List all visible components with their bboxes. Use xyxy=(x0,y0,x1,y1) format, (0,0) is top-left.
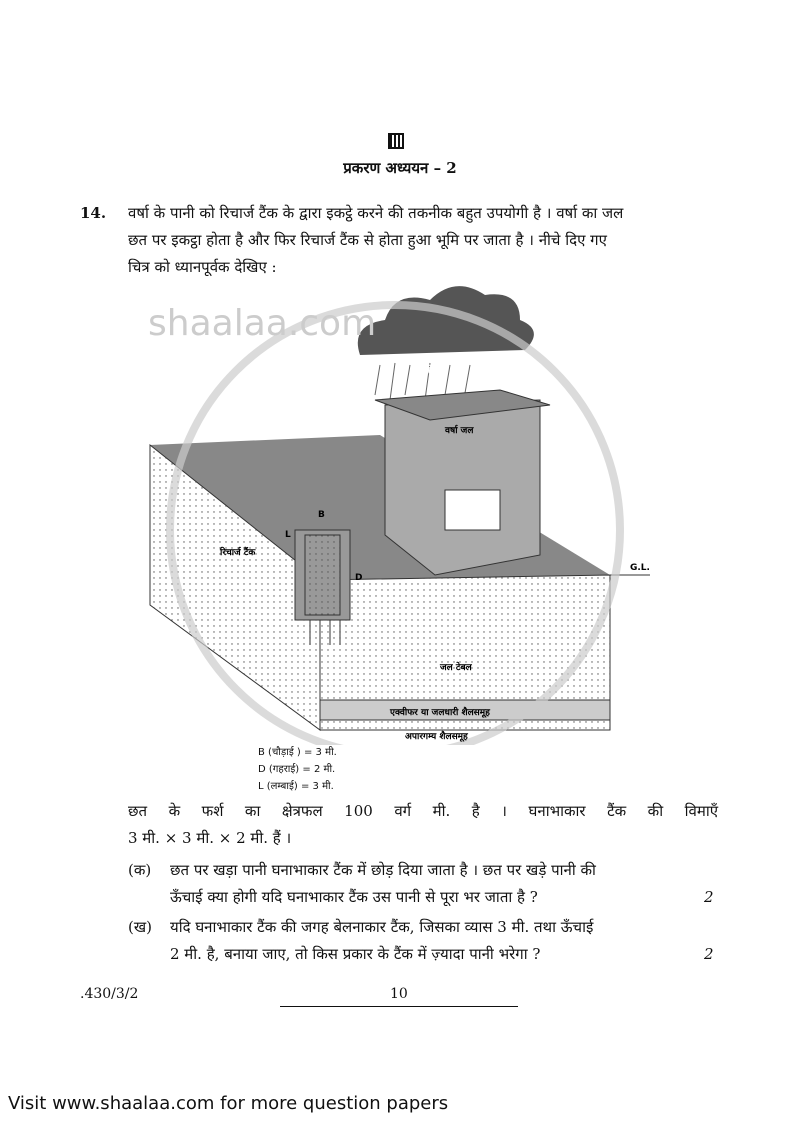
part-line: ऊँचाई क्या होगी यदि घनाभाकार टैंक उस पानी से पूरा भर जाता है ? xyxy=(170,888,538,906)
label-d: D xyxy=(355,573,363,583)
footer-rule xyxy=(280,1006,518,1007)
watermark-text: shaalaa.com xyxy=(148,303,377,344)
statement-line: छत के फर्श का क्षेत्रफल 100 वर्ग मी. है । घनाभाकार टैंक की विमाएँ xyxy=(128,802,718,820)
section-heading: प्रकरण अध्ययन – 2 xyxy=(343,159,457,177)
label-gl: G.L. xyxy=(630,563,650,573)
statement xyxy=(128,798,718,852)
part-a-marks: 2 xyxy=(704,888,714,906)
rainwater-harvesting-diagram xyxy=(140,275,660,745)
part-line: 2 मी. है, बनाया जाए, तो किस प्रकार के टैंक में ज़्यादा पानी भरेगा ? xyxy=(170,945,541,963)
intro-line: छत पर इकट्ठा होता है और फिर रिचार्ज टैंक से होता हुआ भूमि पर जाता है । नीचे दिए गए xyxy=(128,231,607,249)
label-l: L xyxy=(285,530,291,540)
part-line: यदि घनाभाकार टैंक की जगह बेलनाकार टैंक, जिसका व्यास 3 मी. तथा ऊँचाई xyxy=(170,918,594,936)
part-line: छत पर खड़ा पानी घनाभाकार टैंक में छोड़ दिया जाता है । छत पर खड़े पानी की xyxy=(170,861,596,879)
shaalaa-link[interactable]: Visit www.shaalaa.com for more question papers xyxy=(8,1093,449,1114)
label-recharge-tank: रिचार्ज टैंक xyxy=(220,548,256,558)
part-a-label: (क) xyxy=(128,861,152,879)
question-intro xyxy=(128,200,718,281)
qr-code-icon xyxy=(388,133,404,149)
statement-line: 3 मी. × 3 मी. × 2 मी. हैं । xyxy=(128,829,292,847)
tank-filter xyxy=(305,535,340,615)
dim-d: D (गहराई) = 2 मी. xyxy=(258,764,336,775)
intro-line: वर्षा के पानी को रिचार्ज टैंक के द्वारा इकट्ठे करने की तकनीक बहुत उपयोगी है । वर्षा का जल xyxy=(128,204,624,222)
part-b-text xyxy=(170,914,695,968)
label-water-table: जल टेबल xyxy=(440,663,472,673)
part-b-marks: 2 xyxy=(704,945,714,963)
question-number: 14. xyxy=(80,204,107,222)
dim-b: B (चौड़ाई ) = 3 मी. xyxy=(258,747,337,758)
label-rain: वर्षण xyxy=(420,366,437,376)
dimension-legend xyxy=(258,744,337,795)
part-b-label: (ख) xyxy=(128,918,152,936)
page-number: 10 xyxy=(390,986,408,1002)
paper-code: .430/3/2 xyxy=(80,986,139,1002)
house-window xyxy=(445,490,500,530)
cloud-icon xyxy=(358,286,534,355)
label-b: B xyxy=(318,510,325,520)
label-impermeable: अपारगम्य शैलसमूह xyxy=(405,732,468,742)
label-aquifer: एक्वीफर या जलधारी शैलसमूह xyxy=(390,708,490,718)
part-a-text xyxy=(170,857,695,911)
label-roof-water: वर्षा जल xyxy=(445,426,474,436)
intro-line: चित्र को ध्यानपूर्वक देखिए : xyxy=(128,258,277,276)
dim-l: L (लम्बाई) = 3 मी. xyxy=(258,781,334,792)
